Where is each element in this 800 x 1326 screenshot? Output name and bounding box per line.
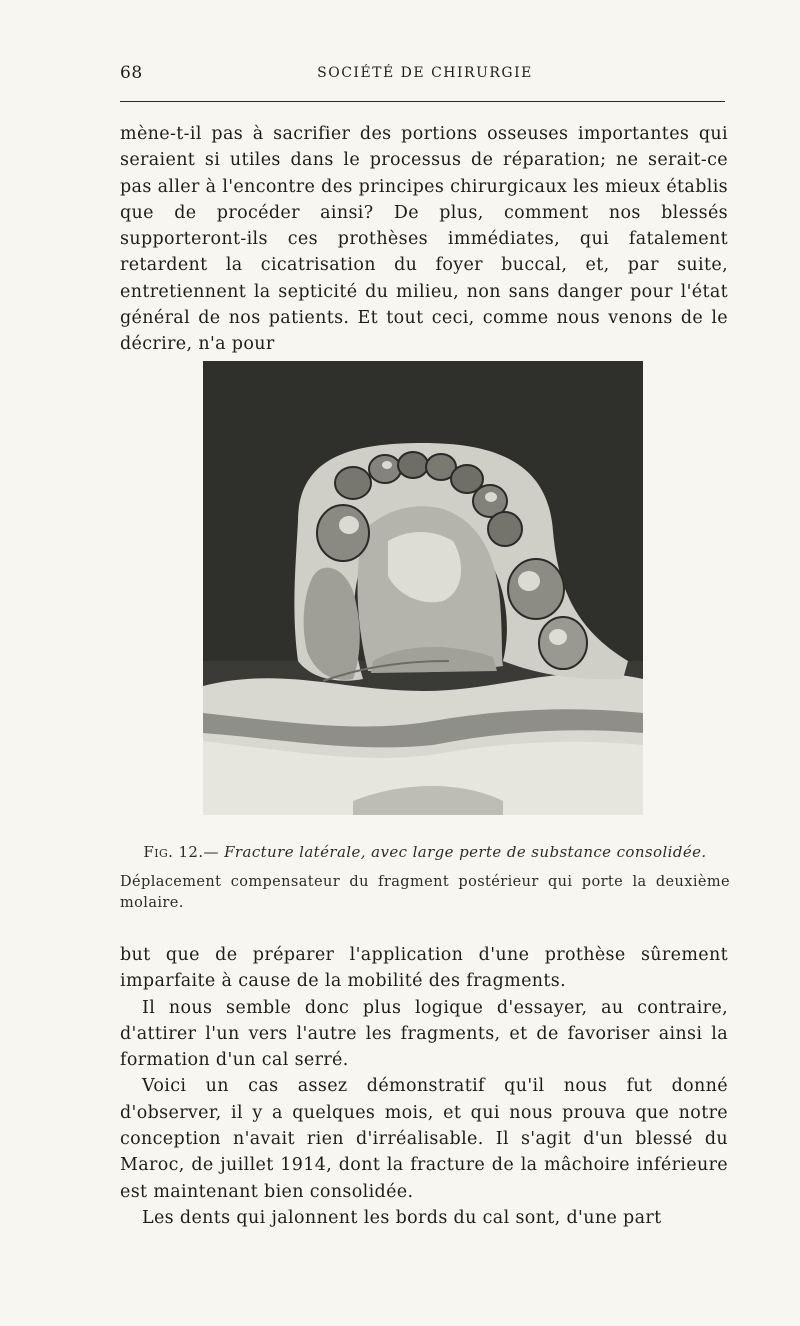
paragraph-2: Il nous semble donc plus logique d'essayer, au contraire, d'attirer l'un vers l'autre les fragments, et de favoriser ainsi la formation d'un cal serré. bbox=[120, 997, 728, 1071]
paragraph-top: mène-t-il pas à sacrifier des portions osseuses importantes qui seraient si utiles dans le processus de réparation; ne serait-ce pas aller à l'encontre des principes chirurgicaux les mieux établis que de procéder ainsi? De plus, comment nos blessés supporteront-ils ces prothèses immédiates, qui fatalement retardent la cicatrisation du foyer buccal, et, par suite, entretiennent la septicité du milieu, non sans danger pour l'état général de nos patients. Et tout ceci, comme nous venons de le décrire, n'a pour bbox=[120, 124, 728, 355]
header-rule bbox=[120, 101, 725, 102]
journal-title: SOCIÉTÉ DE CHIRURGIE bbox=[317, 65, 533, 81]
running-head bbox=[120, 63, 730, 93]
body-text-bottom bbox=[120, 942, 728, 1231]
figure-label: Fig. 12.— bbox=[143, 843, 219, 861]
figure-jaw-cast-photo bbox=[203, 361, 643, 815]
paragraph-1: but que de préparer l'application d'une prothèse sûrement imparfaite à cause de la mobilité des fragments. bbox=[120, 945, 728, 992]
figure-caption-title bbox=[120, 843, 730, 861]
paragraph-4: Les dents qui jalonnent les bords du cal sont, d'une part bbox=[142, 1207, 662, 1228]
page-number: 68 bbox=[120, 63, 143, 83]
jaw-cast-illustration bbox=[203, 361, 643, 815]
paragraph-3: Voici un cas assez démonstratif qu'il nous fut donné d'observer, il y a quelques mois, et qui nous prouva que notre conception n'avait rien d'irréalisable. Il s'agit d'un blessé du Maroc, de juillet 1914, dont la fracture de la mâchoire inférieure est maintenant bien consolidée. bbox=[120, 1076, 728, 1202]
figure-title: Fracture latérale, avec large perte de substance consolidée. bbox=[224, 843, 707, 861]
figure-description: Déplacement compensateur du fragment postérieur qui porte la deuxième molaire. bbox=[120, 874, 730, 911]
